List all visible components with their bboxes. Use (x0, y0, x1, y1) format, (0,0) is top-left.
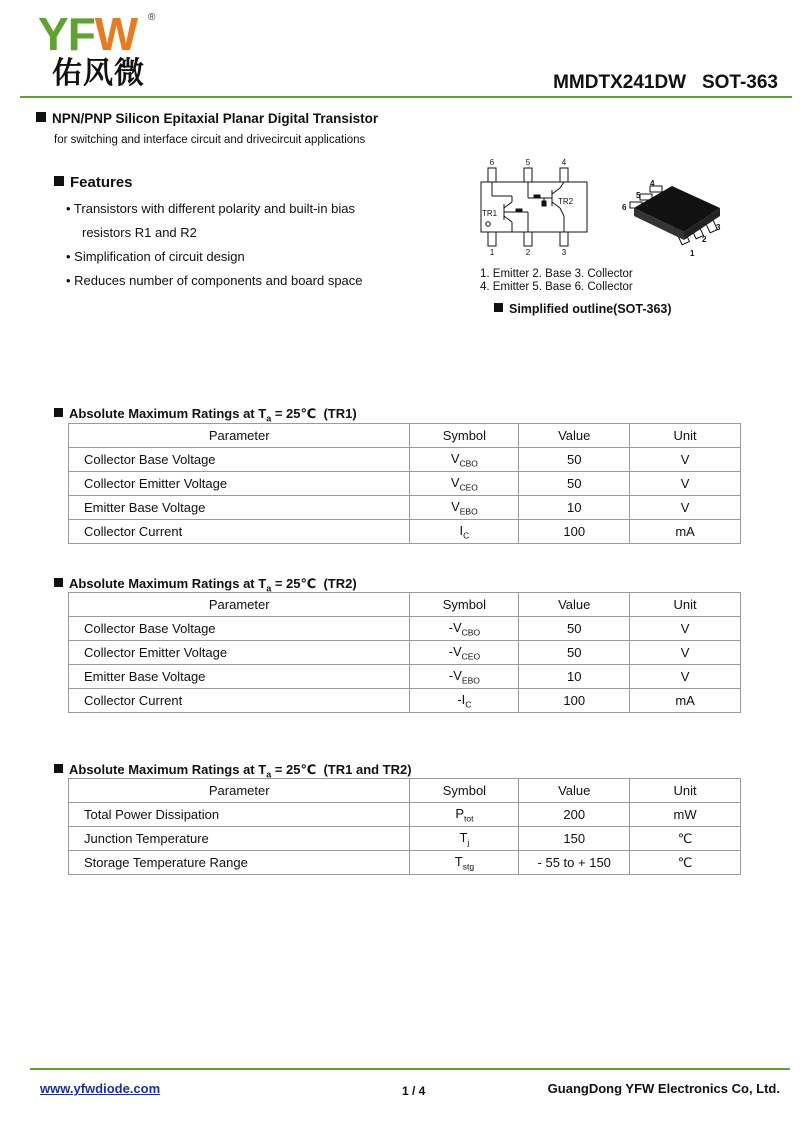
pin-1-lead (488, 232, 496, 246)
unit-cell: V (630, 448, 741, 472)
column-header: Value (519, 424, 630, 448)
value-cell: 100 (519, 520, 630, 544)
pin-6-lead (488, 168, 496, 182)
title-text: = 25℃ (TR1) (271, 406, 357, 421)
symbol-subscript: CEO (459, 482, 478, 493)
package-pin-label: 2 (702, 235, 707, 244)
table-header-row (69, 593, 741, 617)
value-cell: 200 (519, 803, 630, 827)
square-bullet-icon (54, 578, 63, 587)
table-row (69, 689, 741, 713)
table-row (69, 827, 741, 851)
symbol-subscript: EBO (461, 675, 480, 686)
tr1-label: TR1 (482, 209, 498, 218)
column-header: Unit (630, 593, 741, 617)
pin-note-line: 4. Emitter 5. Base 6. Collector (480, 281, 633, 293)
product-heading-text: NPN/PNP Silicon Epitaxial Planar Digital Transistor (52, 111, 379, 126)
value-cell: - 55 to + 150 (519, 851, 630, 875)
combined-ratings-title (54, 762, 412, 780)
title-text: Absolute Maximum Ratings at T (69, 576, 267, 591)
table-row (69, 665, 741, 689)
tr1-ratings-title (54, 406, 357, 424)
parameter-cell: Collector Base Voltage (69, 448, 410, 472)
website-link[interactable]: www.yfwdiode.com (40, 1081, 161, 1096)
symbol-cell (410, 617, 519, 641)
symbol-cell (410, 827, 519, 851)
unit-cell: mA (630, 520, 741, 544)
value-cell: 10 (519, 665, 630, 689)
company-name: GuangDong YFW Electronics Co, Ltd. (547, 1081, 780, 1096)
pin-note-line: 1. Emitter 2. Base 3. Collector (480, 268, 633, 280)
tr2-label: TR2 (558, 197, 574, 206)
symbol-subscript: CBO (461, 627, 481, 638)
pin-2-lead (524, 232, 532, 246)
column-header: Parameter (69, 593, 410, 617)
table-row (69, 448, 741, 472)
pin-label-top: 6 (489, 158, 495, 167)
circuit-schematic (478, 156, 598, 256)
tr1-ratings-table (68, 423, 741, 544)
symbol-main: V (450, 450, 460, 466)
column-header: Symbol (410, 593, 519, 617)
parameter-cell: Storage Temperature Range (69, 851, 410, 875)
symbol-cell (410, 689, 519, 713)
tr1-transistor-icon (492, 182, 528, 232)
product-heading (36, 111, 378, 126)
table-header-row (69, 779, 741, 803)
pin-label-top: 4 (561, 158, 567, 167)
features-list (66, 197, 396, 293)
square-bullet-icon (54, 176, 64, 186)
unit-cell: V (630, 617, 741, 641)
symbol-cell (410, 496, 519, 520)
outline-caption-text: Simplified outline(SOT-363) (509, 302, 672, 316)
product-subheading: for switching and interface circuit and drivecircuit applications (54, 134, 366, 146)
features-heading (54, 174, 133, 191)
feature-item: • Simplification of circuit design (66, 249, 245, 264)
parameter-cell: Emitter Base Voltage (69, 665, 410, 689)
parameter-cell: Junction Temperature (69, 827, 410, 851)
header-divider (20, 96, 792, 98)
symbol-main: V (450, 474, 460, 490)
symbol-cell (410, 665, 519, 689)
symbol-subscript: C (463, 530, 470, 541)
unit-cell: V (630, 641, 741, 665)
value-cell: 50 (519, 448, 630, 472)
value-cell: 50 (519, 472, 630, 496)
column-header: Symbol (410, 424, 519, 448)
unit-cell: ℃ (630, 851, 741, 875)
pin-label-bottom: 3 (561, 248, 567, 256)
logo-chinese-name: 佑风微 (52, 56, 145, 91)
parameter-cell: Collector Emitter Voltage (69, 472, 410, 496)
symbol-cell (410, 448, 519, 472)
symbol-cell (410, 520, 519, 544)
column-header: Parameter (69, 779, 410, 803)
title-text: Absolute Maximum Ratings at T (69, 762, 267, 777)
pin-label-top: 5 (525, 158, 531, 167)
package-pin-label: 4 (650, 179, 655, 188)
symbol-main: -I (457, 691, 466, 707)
table-header-row (69, 424, 741, 448)
registered-mark: ® (148, 12, 156, 23)
column-header: Parameter (69, 424, 410, 448)
title-subscript: a (266, 413, 272, 424)
title-text: Absolute Maximum Ratings at T (69, 406, 267, 421)
table-row (69, 472, 741, 496)
logo-letter-w: W (94, 8, 138, 60)
symbol-cell (410, 803, 519, 827)
symbol-main: V (451, 498, 460, 514)
unit-cell: mA (630, 689, 741, 713)
pin-3-lead (560, 232, 568, 246)
pin-assignment-note (480, 268, 633, 294)
symbol-cell (410, 472, 519, 496)
column-header: Value (519, 779, 630, 803)
table-row (69, 803, 741, 827)
document-title: MMDTX241DW SOT-363 (553, 72, 778, 93)
feature-item: • Reduces number of components and board space (66, 273, 363, 288)
square-bullet-icon (54, 408, 63, 417)
logo-letter-f: F (67, 8, 95, 60)
parameter-cell: Emitter Base Voltage (69, 496, 410, 520)
square-bullet-icon (54, 764, 63, 773)
table-row (69, 496, 741, 520)
table-row (69, 851, 741, 875)
parameter-cell: Collector Current (69, 520, 410, 544)
symbol-cell (410, 851, 519, 875)
logo-letters (38, 8, 138, 60)
symbol-main: -V (448, 619, 462, 635)
square-bullet-icon (36, 112, 46, 122)
package-pin-label: 1 (690, 249, 695, 258)
unit-cell: V (630, 496, 741, 520)
sot363-package-drawing (620, 164, 730, 260)
symbol-main: I (459, 522, 464, 538)
pin-label-bottom: 1 (489, 248, 495, 256)
square-bullet-icon (494, 303, 503, 312)
tr2-ratings-title (54, 576, 357, 594)
pin-label-bottom: 2 (525, 248, 531, 256)
page-number: 1 / 4 (402, 1084, 426, 1098)
symbol-subscript: tot (464, 813, 474, 824)
unit-cell: V (630, 472, 741, 496)
symbol-main: P (455, 805, 464, 821)
title-subscript: a (266, 583, 272, 594)
symbol-cell (410, 641, 519, 665)
pin-4-lead (560, 168, 568, 182)
pin-5-lead (524, 168, 532, 182)
unit-cell: V (630, 665, 741, 689)
symbol-subscript: C (465, 699, 472, 710)
unit-cell: mW (630, 803, 741, 827)
logo-letter-y: Y (38, 8, 68, 60)
symbol-main: T (454, 853, 463, 869)
table-row (69, 641, 741, 665)
column-header: Unit (630, 424, 741, 448)
value-cell: 150 (519, 827, 630, 851)
package-body-outline (481, 182, 587, 232)
value-cell: 50 (519, 641, 630, 665)
value-cell: 10 (519, 496, 630, 520)
parameter-cell: Collector Current (69, 689, 410, 713)
symbol-subscript: stg (462, 861, 475, 872)
parameter-cell: Total Power Dissipation (69, 803, 410, 827)
table-row (69, 617, 741, 641)
combined-ratings-table (68, 778, 741, 875)
parameter-cell: Collector Base Voltage (69, 617, 410, 641)
feature-item: resistors R1 and R2 (82, 225, 197, 240)
company-logo (38, 8, 168, 94)
package-pin-label: 3 (716, 223, 721, 232)
pin-1-marker-icon (486, 222, 490, 226)
symbol-subscript: EBO (459, 506, 478, 517)
symbol-subscript: j (467, 837, 470, 848)
symbol-main: T (459, 829, 468, 845)
tr2-ratings-table (68, 592, 741, 713)
title-subscript: a (266, 769, 272, 780)
title-text: = 25℃ (TR2) (271, 576, 357, 591)
symbol-main: -V (448, 667, 462, 683)
package-pin-label: 6 (622, 203, 627, 212)
parameter-cell: Collector Emitter Voltage (69, 641, 410, 665)
package-pin-label: 5 (636, 191, 641, 200)
value-cell: 100 (519, 689, 630, 713)
footer-divider (30, 1068, 790, 1070)
column-header: Symbol (410, 779, 519, 803)
outline-caption (494, 302, 672, 316)
unit-cell: ℃ (630, 827, 741, 851)
features-heading-text: Features (70, 174, 133, 191)
value-cell: 50 (519, 617, 630, 641)
table-row (69, 520, 741, 544)
column-header: Value (519, 593, 630, 617)
symbol-subscript: CBO (459, 458, 478, 469)
feature-item: • Transistors with different polarity and built-in bias (66, 201, 356, 216)
symbol-subscript: CEO (461, 651, 481, 662)
column-header: Unit (630, 779, 741, 803)
title-text: = 25℃ (TR1 and TR2) (271, 762, 412, 777)
tr2-transistor-icon (528, 182, 564, 232)
symbol-main: -V (448, 643, 462, 659)
